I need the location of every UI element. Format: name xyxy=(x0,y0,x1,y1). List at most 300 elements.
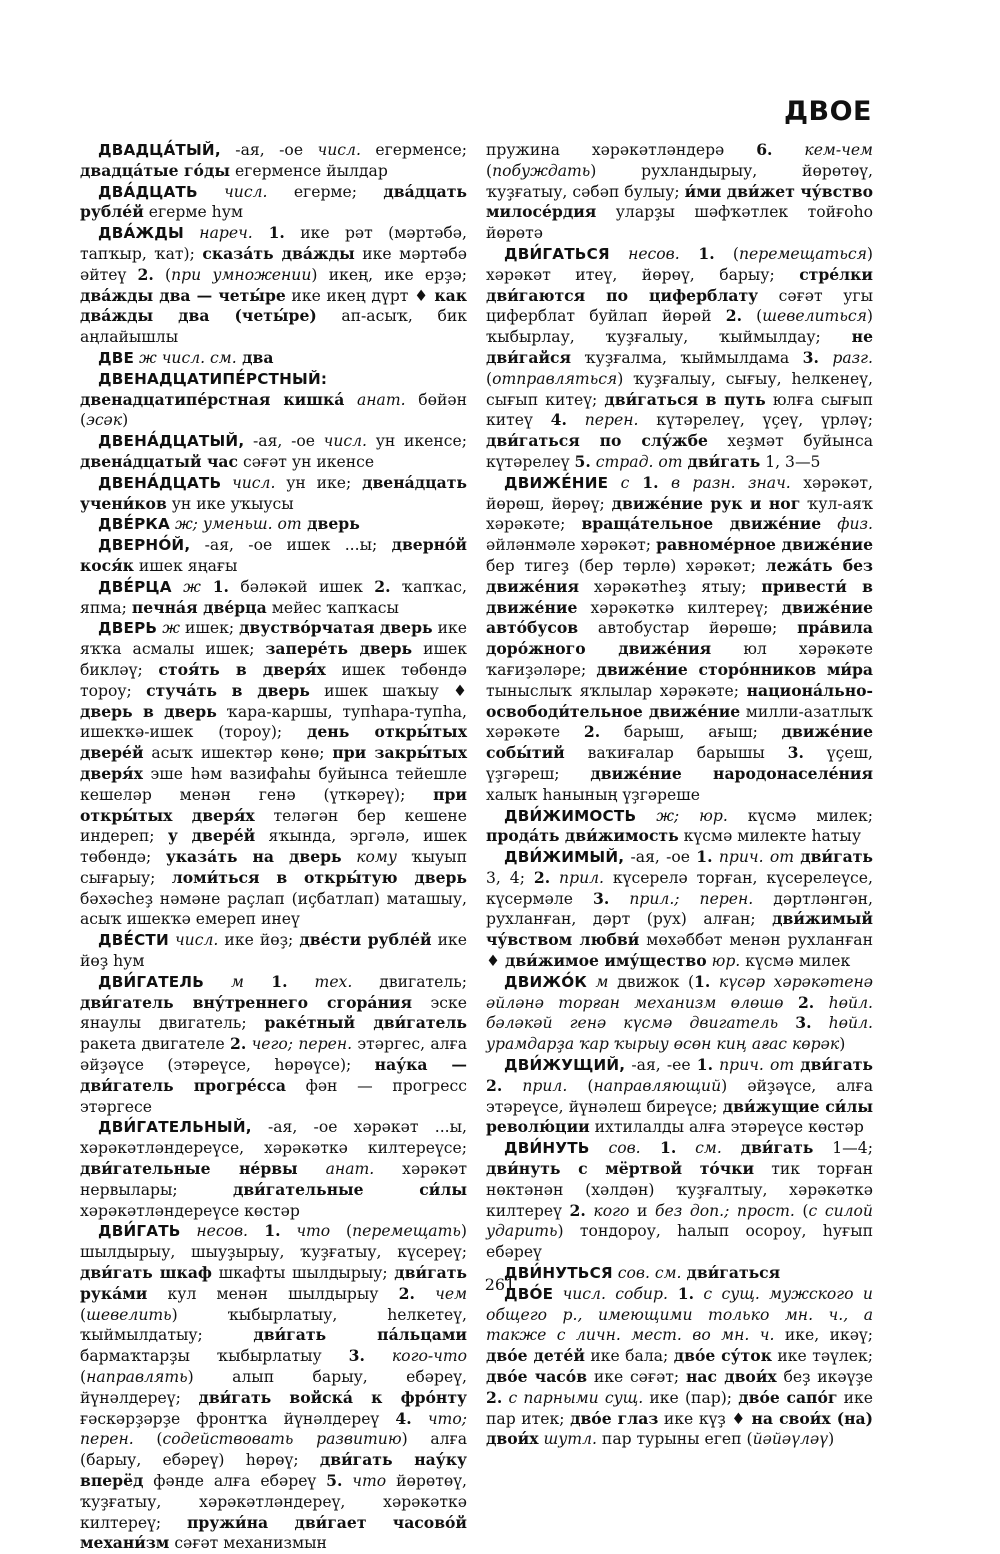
entry-text: ) ҡуҙғалыу, сығыу, һелкенеү, сығып китеү; xyxy=(486,369,873,409)
entry-text: ) xyxy=(828,1430,835,1449)
entry-text: ( xyxy=(794,1201,809,1220)
entry-phrase: дви́гательные си́лы xyxy=(232,1179,467,1199)
entry-text: ҡуҙғалма, ҡыймылдама xyxy=(571,348,803,367)
entry-headword: ДВИ́ГАТЬ xyxy=(98,1222,181,1241)
entry-text: 1, 3—5 xyxy=(760,452,821,471)
entry-text: ( xyxy=(567,1076,594,1095)
left-column xyxy=(80,140,467,1554)
entry-phrase: 3. xyxy=(795,1013,812,1033)
entry-label: ж xyxy=(183,577,201,596)
entry-text xyxy=(814,994,828,1012)
entry-phrase: 2. xyxy=(583,722,601,742)
entry-phrase: стре́лки дви́гаются по циферблату xyxy=(486,264,873,305)
dictionary-entry xyxy=(486,1284,873,1450)
entry-text xyxy=(608,474,620,492)
entry-phrase: 5. xyxy=(574,451,591,471)
entry-label: в разн. знач. xyxy=(671,473,791,492)
dictionary-entry xyxy=(80,369,467,431)
entry-label: сов. xyxy=(608,1139,641,1158)
entry-headword: ДВИЖО́К xyxy=(504,972,587,991)
entry-text: ҡапҡас, япма; xyxy=(80,577,467,617)
entry-text: ун ике; xyxy=(275,473,363,492)
entry-text: эске янаулы двигатель; xyxy=(80,993,467,1033)
entry-phrase: дво́е су́ток xyxy=(673,1346,772,1366)
entry-phrase: враща́тельное движе́ние xyxy=(581,514,822,534)
entry-text xyxy=(204,973,231,991)
entry-text: мейес ҡапҡасы xyxy=(266,598,399,617)
entry-phrase: 6. xyxy=(756,140,773,159)
entry-text xyxy=(587,973,596,991)
entry-text: ап-асыҡ, бик аңлайышлы xyxy=(80,307,467,347)
entry-text xyxy=(676,1139,695,1157)
entry-phrase: привести́ в движе́ние xyxy=(486,576,873,617)
entry-label: һөйл. урамдарҙа ҡар ҡырыу өсөн киң ағас көрәк xyxy=(486,1014,873,1054)
entry-phrase: 5. xyxy=(326,1471,343,1490)
entry-text xyxy=(281,1222,297,1240)
entry-phrase: указа́ть на дверь xyxy=(165,847,342,867)
entry-text xyxy=(590,1139,609,1157)
entry-label: несов. xyxy=(628,244,680,263)
entry-label: анат. xyxy=(356,390,406,409)
entry-phrase: двуство́рчатая дверь xyxy=(239,618,433,638)
entry-text: дәртләнгән, рухланған, дәрт (рух) алған; xyxy=(486,889,873,929)
entry-phrase: на свои́х (на) двои́х xyxy=(486,1408,873,1449)
entry-label: кого xyxy=(593,1201,630,1220)
entry-label: содействовать развитию xyxy=(162,1430,402,1449)
entry-text: мөхәббәт менән рухланған ♦ xyxy=(486,931,873,971)
entry-label: несов. xyxy=(196,1222,249,1241)
entry-text: егерменсе йылдар xyxy=(229,161,388,180)
entry-phrase: дви́гаться в путь xyxy=(604,389,766,409)
entry-label: шевелить xyxy=(86,1305,172,1324)
entry-phrase: 1. xyxy=(243,971,288,991)
entry-label: числ. xyxy=(224,182,268,201)
entry-text: әйләнмәле хәрәкәт; xyxy=(486,536,657,555)
entry-text: и xyxy=(629,1201,655,1220)
entry-text: егерменсе; xyxy=(360,141,467,159)
entry-text: ) әйҙәүсе, алға этәреүсе, йүнәлеш биреүсе; xyxy=(486,1076,873,1116)
entry-label: кем-чем xyxy=(804,141,873,159)
entry-headword: ДВЕРНО́Й, xyxy=(98,536,191,555)
entry-label: анат. xyxy=(325,1160,375,1179)
entry-phrase: дво́е глаз xyxy=(570,1408,659,1428)
entry-label: направляющий xyxy=(593,1076,722,1095)
entry-text: уларҙы шәфҡәтлек тойғоһо йөрөтә xyxy=(486,203,873,243)
entry-phrase: день откры́тых двере́й xyxy=(80,722,467,763)
entry-phrase: пружи́на дви́гает часово́й механи́зм xyxy=(80,1512,467,1553)
entry-text: бөйән ( xyxy=(80,390,467,430)
entry-phrase: дво́е часо́в xyxy=(486,1367,588,1387)
entry-text: -ая, -ое хәрәкәт ...ы, хәрәкәтләндереүсе, хәрәкәткә килтереүсе; xyxy=(80,1118,467,1158)
entry-headword: ДВАДЦА́ТЫЙ, xyxy=(98,141,221,159)
entry-phrase: дви́гать войска́ к фро́нту xyxy=(198,1387,467,1407)
entry-text: бармаҡтарҙы ҡыбырлатыу xyxy=(80,1347,349,1366)
entry-label: страд. от xyxy=(595,452,683,471)
entry-text xyxy=(722,1139,741,1157)
entry-label: направлять xyxy=(86,1368,188,1387)
entry-text: ике йөҙ һум xyxy=(80,931,467,971)
entry-label: эсәк xyxy=(86,411,123,430)
dictionary-entry xyxy=(486,1138,873,1263)
entry-text: ике сәғәт; xyxy=(587,1368,686,1387)
entry-label: прил.; перен. xyxy=(629,889,754,908)
entry-phrase: двена́дцать учени́ков xyxy=(80,472,467,513)
entry-text: беҙ икәүҙе xyxy=(776,1368,873,1387)
entry-label: с силой ударить xyxy=(486,1201,873,1241)
entry-headword: ДВИ́ЖИМЫЙ, xyxy=(504,848,625,867)
entry-phrase: раке́тный дви́гатель xyxy=(264,1013,467,1033)
entry-phrase: 2. xyxy=(374,576,391,596)
entry-label: числ. xyxy=(323,432,368,451)
entry-phrase: дви́жущие си́лы револю́ции xyxy=(486,1096,873,1137)
entry-text: ( xyxy=(80,1368,87,1387)
entry-text: ) xyxy=(122,411,129,430)
entry-label: юр. xyxy=(711,952,741,971)
entry-label: ж; уменьш. от xyxy=(174,515,302,534)
entry-phrase: дверно́й кося́к xyxy=(80,535,467,575)
entry-headword: ДВА́ДЦАТЬ xyxy=(98,182,198,201)
entry-text xyxy=(778,1014,795,1032)
entry-label: ж xyxy=(162,619,180,638)
entry-text: -ая, -ое xyxy=(244,432,324,451)
entry-phrase: 1. xyxy=(679,243,715,263)
entry-phrase: 2. xyxy=(533,867,551,887)
entry-phrase: 1. xyxy=(640,1138,677,1158)
entry-text: -ая, -ее xyxy=(625,1056,697,1075)
entry-label: числ. xyxy=(232,473,276,492)
entry-label: физ. xyxy=(837,515,873,534)
entry-text: ике йөҙ; xyxy=(218,931,300,950)
entry-label: отправляться xyxy=(492,369,618,388)
entry-label: м xyxy=(595,972,609,991)
entry-text: ишек шаҡыу ♦ xyxy=(309,681,467,700)
entry-label: с сущ. мужского и общего р., имеющими только мн. ч., а также с личн. мест. во мн. ч. xyxy=(486,1284,873,1345)
entry-text: кул менән шылдырыу xyxy=(147,1284,399,1303)
entry-headword: ДВИ́ГАТЕЛЬ xyxy=(98,972,204,991)
dictionary-entry xyxy=(486,1055,873,1138)
entry-text xyxy=(342,1472,352,1490)
entry-text xyxy=(609,890,629,908)
entry-phrase: 3. xyxy=(802,347,819,367)
entry-label: числ. собир. xyxy=(562,1284,668,1303)
entry-phrase: прода́ть дви́жимость xyxy=(486,826,679,846)
entry-headword: ДВЕ́СТИ xyxy=(98,931,169,950)
dictionary-entry xyxy=(486,806,873,848)
entry-headword: ДВИ́ЖУЩИЙ, xyxy=(504,1056,626,1075)
entry-text: юлға сығып китеү xyxy=(486,390,873,430)
entry-phrase: не дви́гайся xyxy=(486,327,873,367)
entry-phrase: 2. xyxy=(486,1075,503,1095)
entry-label: һөйл. бәләкәй генә күсмә двигатель xyxy=(486,993,873,1033)
entry-text: ( xyxy=(80,1305,87,1324)
entry-phrase: 1. xyxy=(200,576,229,596)
entry-headword: ДВЕНА́ДЦАТЬ xyxy=(98,473,222,492)
entry-text: фәнде алға ебәреү xyxy=(143,1472,327,1490)
entry-text: ике, икәү; xyxy=(774,1326,873,1345)
entry-phrase: два́дцать рубле́й xyxy=(80,181,467,222)
entry-phrase: движе́ние сторо́нников ми́ра xyxy=(596,659,873,679)
entry-text: ишек; xyxy=(179,619,240,638)
entry-headword: ДВЕНАДЦАТИПЕ́РСТНЫЙ: xyxy=(98,369,328,388)
entry-text: теләгән бер кешене индереп; xyxy=(80,806,467,846)
entry-label: кому xyxy=(356,848,397,867)
dictionary-entry xyxy=(80,140,467,182)
entry-phrase: дви́гаться xyxy=(686,1263,781,1283)
entry-label: перен. xyxy=(584,411,639,430)
entry-text xyxy=(812,1014,829,1032)
entry-text: ике тәүлек; xyxy=(771,1347,873,1366)
entry-phrase: нау́ка — дви́гатель прогре́сса xyxy=(80,1055,467,1095)
entry-text xyxy=(659,474,671,492)
entry-text xyxy=(502,1077,522,1095)
entry-phrase: стуча́ть в дверь xyxy=(146,680,310,700)
entry-text xyxy=(567,411,585,429)
entry-text: ) ҡыбырлау, ҡуҙғалыу, ҡыймылдау; xyxy=(486,307,873,347)
entry-label: побуждать xyxy=(492,161,591,180)
entry-label: прич. от xyxy=(718,848,795,867)
entry-text: үҫеш, үҙгәреш; xyxy=(486,744,873,783)
entry-text: хәрәкәткә килтереү; xyxy=(577,598,782,617)
entry-phrase: у двере́й xyxy=(167,826,256,846)
entry-label: тех. xyxy=(314,972,353,991)
entry-label: м xyxy=(230,972,244,991)
dictionary-entry xyxy=(80,577,467,619)
entry-phrase: дви́гать па́льцами xyxy=(253,1325,467,1345)
entry-label: чего; перен. xyxy=(251,1035,353,1054)
entry-text: пар турыны егеп ( xyxy=(596,1430,753,1449)
entry-text: ( xyxy=(133,1430,163,1449)
entry-label: прил. xyxy=(522,1076,568,1095)
entry-headword: ДВА́ЖДЫ xyxy=(98,224,184,243)
entry-phrase: двена́дцатый час xyxy=(80,451,238,471)
entry-phrase: 1. xyxy=(629,472,659,492)
dictionary-entry xyxy=(80,348,467,369)
entry-phrase: двадца́тые го́ды xyxy=(80,160,230,180)
entry-text xyxy=(819,349,832,367)
entry-headword: ДВЕРЬ xyxy=(98,619,158,638)
entry-phrase: дви́гать xyxy=(800,847,873,867)
entry-label: ж; юр. xyxy=(656,806,728,825)
entry-headword: ДВИ́ЖИМОСТЬ xyxy=(504,806,637,825)
entry-text: тик торған нөктәнән (хәлдән) ҡуҙғалтыу, хәрәкәткә килтереү xyxy=(486,1160,874,1220)
entry-text: ( xyxy=(742,307,763,326)
entry-phrase: дви́жимый чу́вством любви́ xyxy=(486,909,873,950)
entry-text: ике мәртәбә әйтеү xyxy=(80,244,467,284)
entry-phrase: дви́гательные не́рвы xyxy=(80,1159,298,1179)
entry-text: движок ( xyxy=(608,972,695,991)
entry-text: сәғәт ун икенсе xyxy=(238,452,375,471)
entry-label: при умножении xyxy=(171,265,312,284)
entry-text: ике бала; xyxy=(584,1347,674,1366)
entry-text: двигатель; xyxy=(352,972,467,991)
entry-text: йөрөтөү, ҡуҙғатыу, хәрәкәтләндереү, хәрәкәткә килтереү; xyxy=(80,1472,468,1532)
entry-phrase: 2. xyxy=(230,1034,247,1054)
entry-headword: ДВИ́НУТЬСЯ xyxy=(504,1264,613,1283)
dictionary-entry xyxy=(80,473,467,515)
entry-text xyxy=(342,848,357,866)
entry-label: без доп.; прост. xyxy=(654,1201,795,1220)
entry-text: сәғәт угы циферблат буйлап йөрөй xyxy=(486,286,873,326)
dictionary-entry xyxy=(486,244,873,473)
dictionary-entry xyxy=(80,223,467,348)
entry-text: ике пар итек; xyxy=(486,1388,873,1428)
entry-label: разг. xyxy=(832,348,873,367)
entry-phrase: дви́гать xyxy=(687,451,761,471)
entry-text: ) алға (барыу, ебәреү) һөрөү; xyxy=(80,1430,467,1470)
dictionary-entry xyxy=(80,618,467,930)
entry-phrase: при закры́тых дверя́х xyxy=(80,743,467,783)
entry-text: ике (пар); xyxy=(643,1388,739,1407)
dictionary-entry xyxy=(80,182,467,224)
entry-phrase: лежа́ть без движе́ния xyxy=(486,555,873,596)
entry-label: кого-что xyxy=(391,1347,467,1366)
entry-text: тыныслыҡ яҡлылар хәрәкәте; xyxy=(486,681,747,700)
entry-text: -ая, -ое xyxy=(220,141,318,159)
entry-phrase: дви́гать рука́ми xyxy=(80,1263,467,1303)
dictionary-entry xyxy=(80,972,467,1118)
entry-text: автобустар йөрөшө; xyxy=(578,619,798,638)
entry-phrase: 1. xyxy=(696,1055,713,1075)
entry-text xyxy=(344,391,357,409)
entry-text: хеҙмәт буйынса күтәрелеү xyxy=(486,432,873,471)
entry-headword: ДВИ́НУТЬ xyxy=(504,1139,590,1158)
dictionary-entry xyxy=(80,1117,467,1221)
entry-text xyxy=(772,141,804,159)
entry-text: ( xyxy=(330,1222,353,1241)
entry-headword: ДВЕ́РЦА xyxy=(98,577,172,596)
entry-phrase: дви́жимое иму́щество xyxy=(504,951,707,971)
entry-text: ҡул-аяҡ хәрәкәте; xyxy=(486,494,873,534)
entry-headword: ДВО́Е xyxy=(504,1284,554,1303)
entry-headword: ДВИ́ГАТЬСЯ xyxy=(504,244,610,263)
entry-text: хәрәкәт нервылары; xyxy=(80,1160,467,1199)
entry-text: ) шылдырыу, шыуҙырыу, ҡуҙғатыу, күсереү; xyxy=(80,1222,467,1262)
entry-headword: ДВЕ xyxy=(98,348,135,367)
entry-phrase: 3. xyxy=(787,743,804,763)
entry-phrase: движе́ние рук и ног xyxy=(611,493,801,513)
entry-text: яҡында, эргәлә, ишек төбөндә; xyxy=(80,827,467,867)
entry-label: нареч. xyxy=(199,224,253,243)
entry-text: сәғәт механизмын xyxy=(169,1534,327,1553)
entry-text: фән — прогресс этәргесе xyxy=(80,1076,467,1116)
entry-phrase: 1. xyxy=(696,847,713,867)
entry-text: ) xyxy=(839,1035,846,1054)
entry-headword: ДВИ́ГАТЕЛЬНЫЙ, xyxy=(98,1118,252,1137)
entry-text xyxy=(298,1160,326,1178)
entry-text: ун икенсе; xyxy=(367,432,467,451)
page-number: 261 xyxy=(484,1275,516,1294)
entry-phrase: 1. xyxy=(694,971,711,991)
entry-text: ишек төбөндә тороу; xyxy=(80,660,468,700)
entry-text xyxy=(550,869,559,887)
dictionary-entry xyxy=(80,535,467,577)
entry-phrase: 4. xyxy=(550,410,567,430)
entry-text xyxy=(610,245,628,263)
entry-text: этәргес, алға әйҙәүсе (этәреүсе, һөрөүсе); xyxy=(80,1035,467,1075)
entry-label: с xyxy=(620,473,630,492)
entry-text xyxy=(412,1410,428,1428)
entry-phrase: стоя́ть в дверя́х xyxy=(158,659,326,679)
entry-label: с парными сущ. xyxy=(508,1388,644,1407)
entry-text: ун ике уҡыусы xyxy=(166,494,294,513)
entry-text: шкафты шылдырыу; xyxy=(211,1264,395,1283)
entry-text: ике икең дүрт ♦ xyxy=(285,286,435,305)
entry-text: ) рухландырыу, йөрөтөү, ҡуҙғатыу, сәбәп булыу; xyxy=(486,161,873,201)
entry-text: ( xyxy=(486,161,493,180)
entry-phrase: дверь в дверь xyxy=(80,701,217,721)
entry-phrase: дви́гать нау́ку вперёд xyxy=(80,1450,468,1490)
entry-label: ж числ. см. xyxy=(139,348,237,367)
entry-phrase: движе́ние народонаселе́ния xyxy=(590,763,873,783)
entry-label: чем xyxy=(435,1284,467,1303)
entry-label: шутл. xyxy=(543,1430,597,1449)
entry-phrase: 3. xyxy=(593,888,610,908)
entry-text: күсмә милекте һатыу xyxy=(678,827,862,846)
entry-phrase: 2. xyxy=(398,1283,415,1303)
entry-phrase: дво́е дете́й xyxy=(486,1346,585,1366)
dictionary-entry xyxy=(80,514,467,535)
entry-text: ( xyxy=(714,244,740,263)
entry-text: ишек бикләү; xyxy=(80,640,467,679)
entry-label: перемещаться xyxy=(739,244,867,263)
entry-phrase: печна́я две́рца xyxy=(131,597,267,617)
entry-text: милли-азатлыҡ хәрәкәте xyxy=(486,702,873,742)
entry-headword: ДВЕ́РКА xyxy=(98,515,170,534)
entry-text: күсмә милек; xyxy=(727,806,873,825)
entry-phrase: 2. xyxy=(797,992,815,1012)
entry-phrase: сказа́ть два́жды xyxy=(202,243,355,263)
entry-phrase: две́сти рубле́й xyxy=(299,930,432,950)
entry-text: ( xyxy=(153,265,172,284)
entry-phrase: двенадцатипе́рстная кишка́ xyxy=(80,389,345,409)
entry-label: йәйәүләү xyxy=(752,1430,829,1449)
entry-headword: ДВИЖЕ́НИЕ xyxy=(504,473,609,492)
entry-text: эше һәм вазифаһы буйынса тейешле кешеләр менән генә (үткәреү); xyxy=(80,764,467,804)
entry-text xyxy=(172,578,183,596)
entry-text xyxy=(710,973,719,991)
entry-text: ихтилалды алға этәреүсе көстәр xyxy=(589,1118,864,1137)
entry-phrase: дви́гатель вну́треннего сгора́ния xyxy=(80,992,413,1012)
entry-text: ) хәрәкәт итеү, йөрөү, барыу; xyxy=(486,244,873,284)
right-column xyxy=(486,140,873,1450)
entry-text xyxy=(784,994,798,1012)
entry-phrase: 2. xyxy=(569,1200,586,1220)
entry-phrase: ломи́ться в откры́тую дверь xyxy=(171,867,467,887)
entry-phrase: 1. xyxy=(248,1221,281,1241)
entry-text: ( xyxy=(486,369,493,388)
entry-phrase: 3. xyxy=(348,1346,365,1366)
entry-text: ваҡиғалар барышы xyxy=(564,744,788,763)
entry-text: ) икең, ике ерҙә; xyxy=(311,265,467,284)
entry-label: перемещать xyxy=(352,1222,461,1241)
entry-text: күсмә милек xyxy=(740,952,851,971)
entry-text: хәрәкәтһеҙ ятыу; xyxy=(578,577,762,596)
entry-phrase: запере́ть дверь xyxy=(265,639,413,659)
entry-phrase: 2. xyxy=(725,306,742,326)
entry-text: бер тигеҙ (бер төрлө) хәрәкәт; xyxy=(486,556,766,575)
dictionary-entry xyxy=(486,473,873,806)
entry-phrase: движе́ние авто́бусов xyxy=(486,597,873,638)
running-head: ДВОЕ xyxy=(783,96,872,127)
entry-text: ишек яңағы xyxy=(133,556,238,575)
entry-label: что xyxy=(352,1472,387,1490)
entry-phrase: движе́ние собы́тий xyxy=(486,722,873,763)
entry-phrase: нас двои́х xyxy=(685,1367,777,1387)
entry-phrase: 2. xyxy=(486,1387,503,1407)
entry-text: хәрәкәтләндереүсе көстәр xyxy=(80,1201,300,1220)
entry-text: ) алып барыу, ебәреү, йүнәлдереү; xyxy=(80,1368,467,1407)
entry-label: сов. см. xyxy=(617,1264,682,1283)
